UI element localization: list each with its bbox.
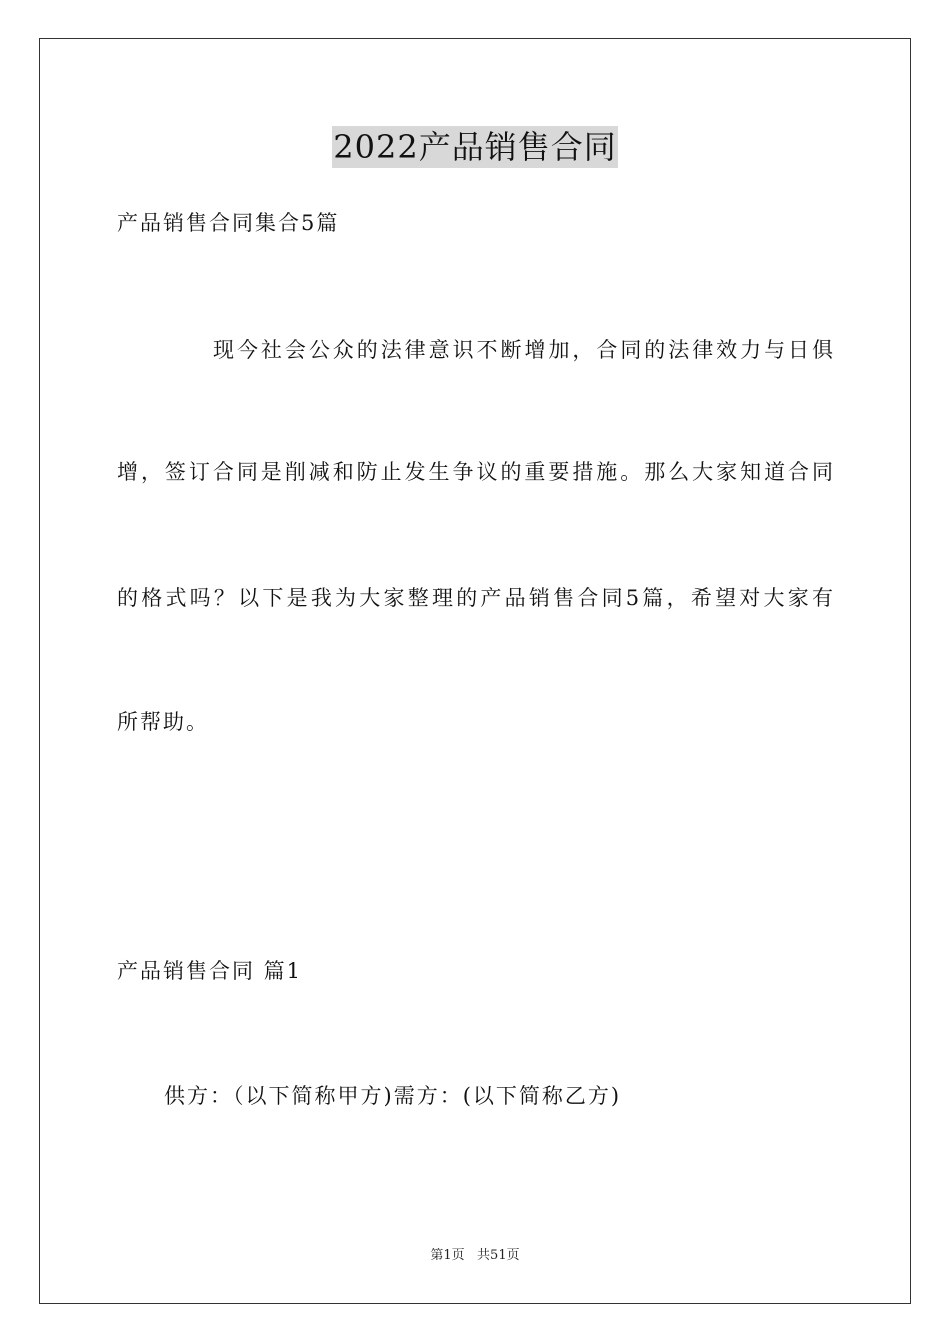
document-subtitle: 产品销售合同集合5篇 — [117, 211, 340, 235]
intro-line-3: 的格式吗？以下是我为大家整理的产品销售合同5篇，希望对大家有 — [117, 586, 833, 610]
intro-line-1: 现今社会公众的法律意识不断增加，合同的法律效力与日俱 — [213, 338, 833, 362]
section-heading: 产品销售合同 篇1 — [117, 959, 303, 983]
page-footer: 第1页 共51页 — [430, 1248, 520, 1263]
title-container — [0, 126, 950, 168]
intro-line-2: 增，签订合同是削减和防止发生争议的重要措施。那么大家知道合同 — [117, 460, 833, 484]
intro-line-4: 所帮助。 — [117, 710, 209, 734]
parties-line: 供方：（以下简称甲方)需方：(以下简称乙方) — [164, 1084, 622, 1108]
document-title: 2022产品销售合同 — [333, 128, 617, 166]
